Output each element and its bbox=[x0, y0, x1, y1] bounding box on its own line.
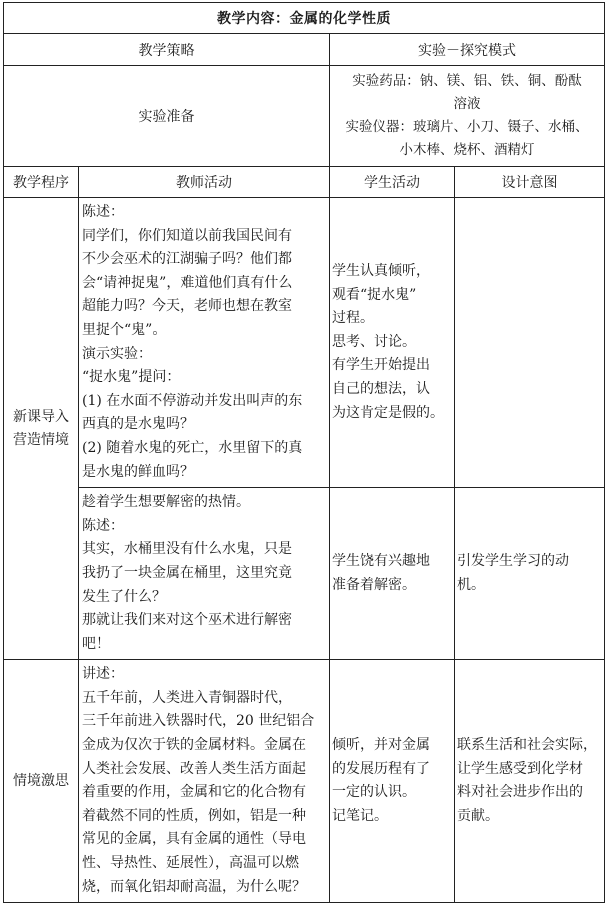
preparation-row bbox=[4, 66, 605, 167]
preparation-line: 小木棒、烧杯、酒精灯 bbox=[399, 142, 535, 158]
column-header-row bbox=[4, 167, 605, 198]
teacher-activity-cell: 趁着学生想要解密的热情。 陈述： 其实，水桶里没有什么水鬼，只是 我扔了一块金属在桶里，这里究竟 发生了什么？ 那就让我们来对这个巫术进行解密 吧！ bbox=[79, 488, 330, 660]
stage-label-intro: 新课导入 营造情境 bbox=[4, 198, 79, 660]
preparation-line: 实验仪器：玻璃片、小刀、镊子、水桶、 bbox=[345, 119, 589, 135]
lesson-plan-table bbox=[3, 2, 605, 903]
preparation-line: 实验药品：钠、镁、铝、铁、铜、酚酞 bbox=[352, 73, 582, 89]
strategy-label: 教学策略 bbox=[4, 34, 330, 66]
column-header-procedure: 教学程序 bbox=[4, 167, 79, 198]
column-header-teacher: 教师活动 bbox=[79, 167, 330, 198]
stage-label-inspire: 情境激思 bbox=[4, 660, 79, 903]
design-intent-cell bbox=[455, 198, 605, 488]
student-activity-cell: 学生饶有兴趣地 准备着解密。 bbox=[330, 488, 455, 660]
column-header-student: 学生活动 bbox=[330, 167, 455, 198]
stage-intro-row-1 bbox=[4, 198, 605, 488]
lesson-title: 教学内容：金属的化学性质 bbox=[4, 3, 605, 34]
stage-inspire-row bbox=[4, 660, 605, 903]
student-activity-cell: 学生认真倾听， 观看“捉水鬼” 过程。 思考、讨论。 有学生开始提出 自己的想法，认 为这肯定是假的。 bbox=[330, 198, 455, 488]
preparation-details bbox=[330, 66, 605, 167]
stage-intro-row-2 bbox=[4, 488, 605, 660]
design-intent-cell: 引发学生学习的动 机。 bbox=[455, 488, 605, 660]
student-activity-cell: 倾听，并对金属 的发展历程有了 一定的认识。 记笔记。 bbox=[330, 660, 455, 903]
column-header-design: 设计意图 bbox=[455, 167, 605, 198]
preparation-line: 溶液 bbox=[453, 96, 481, 112]
strategy-row bbox=[4, 34, 605, 66]
title-row bbox=[4, 3, 605, 34]
design-intent-cell: 联系生活和社会实际， 让学生感受到化学材 料对社会进步作出的 贡献。 bbox=[455, 660, 605, 903]
preparation-label: 实验准备 bbox=[4, 66, 330, 167]
inquiry-mode-label: 实验－探究模式 bbox=[330, 34, 605, 66]
teacher-activity-cell: 讲述： 五千年前，人类进入青铜器时代， 三千年前进入铁器时代，20 世纪铝合 金成为仅次于铁的金属材料。金属在 人类社会发展、改善人类生活方面起 着重要的作用，金属和它的化合物有 着截然不同的性质，例如，铝是一种 常见的金属，具有金属的通性（导电 性、导热性、延展性），高温可以燃 烧，而氧化铝却耐高温，为什么呢？ bbox=[79, 660, 330, 903]
teacher-activity-cell: 陈述： 同学们，你们知道以前我国民间有 不少会巫术的江湖骗子吗？他们都 会“请神捉鬼”，难道他们真有什么 超能力吗？今天，老师也想在教室 里捉个“鬼”。 演示实验： “捉水鬼”提问： (1) 在水面不停游动并发出叫声的东 西真的是水鬼吗？ (2) 随着水鬼的死亡，水里留下的真 是水鬼的鲜血吗？ bbox=[79, 198, 330, 488]
